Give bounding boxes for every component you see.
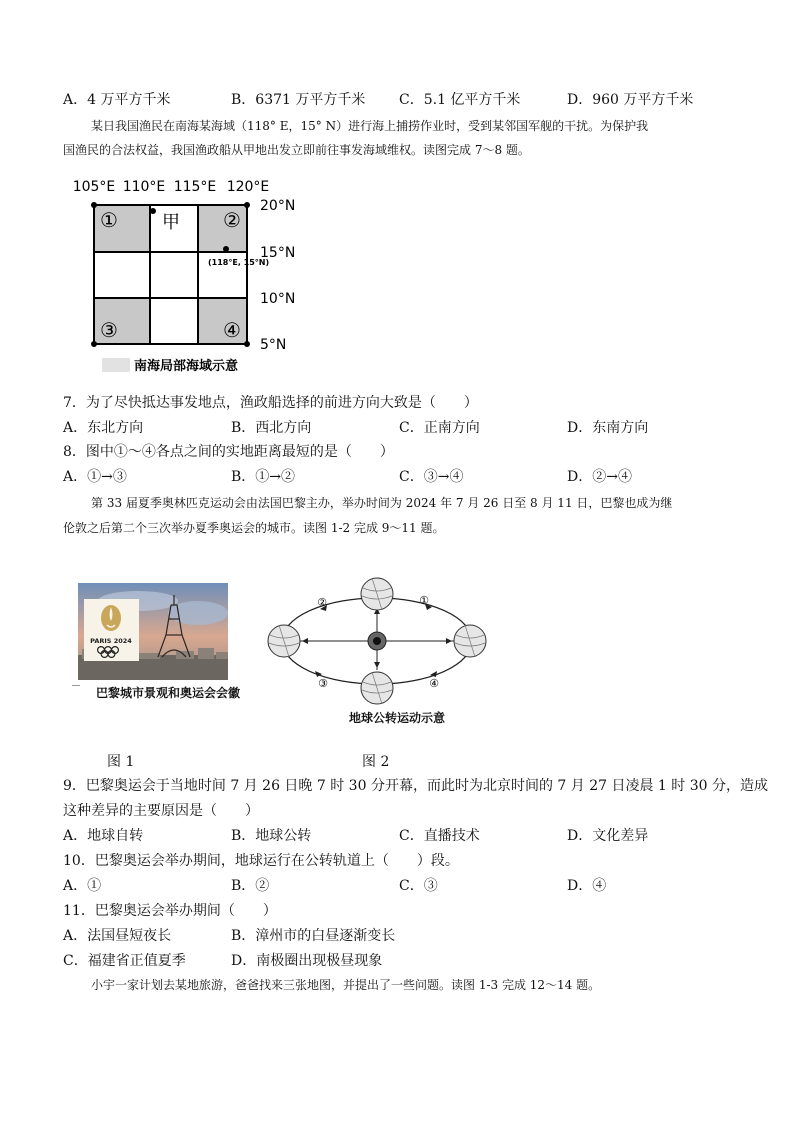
q10-option-d: D．④ (567, 878, 607, 894)
q11-option-b: B．漳州市的白昼逐渐变长 (231, 928, 396, 944)
segment-2: ② (317, 596, 327, 609)
incident-point-dot (223, 246, 229, 252)
passage1-line2: 国渔民的合法权益，我国渔政船从甲地出发立即前往事发海域维权。读图完成 7～8 题。 (63, 143, 530, 157)
map-point-2: ② (223, 208, 241, 232)
q9-option-c: C．直播技术 (399, 828, 480, 844)
q9-option-d: D．文化差异 (567, 828, 649, 844)
lat-label-10: 10°N (260, 291, 296, 307)
q8-option-a: A．①→③ (63, 469, 127, 485)
q8-option-d: D．②→④ (567, 469, 632, 485)
q9-stem-line2: 这种差异的主要原因是（ ） (63, 803, 259, 819)
map-point-1: ① (100, 208, 118, 232)
q11-option-c: C．福建省正值夏季 (63, 953, 186, 969)
q6-option-a: A．4 万平方千米 (63, 92, 171, 108)
q9-option-a: A．地球自转 (63, 828, 144, 844)
fig1-caption: 巴黎城市景观和奥运会会徽 (96, 686, 241, 700)
paris-photo (78, 583, 228, 680)
q7-option-a: A．东北方向 (63, 420, 144, 436)
map-point-4: ④ (223, 318, 241, 342)
q8-stem: 8．图中①～④各点之间的实地距离最短的是（ ） (63, 444, 394, 460)
passage3-line1: 小宇一家计划去某地旅游，爸爸找来三张地图，并提出了一些问题。读图 1-3 完成 12～14 题。 (91, 978, 601, 992)
earth-revolution-diagram (262, 574, 492, 710)
lat-label-20: 20°N (260, 198, 296, 214)
incident-point-label: (118°E, 15°N) (208, 258, 270, 267)
q10-option-c: C．③ (399, 878, 438, 894)
fig2-label: 图 2 (362, 754, 390, 770)
lat-label-5: 5°N (260, 337, 287, 353)
q7-stem: 7．为了尽快抵达事发地点，渔政船选择的前进方向大致是（ ） (63, 395, 478, 411)
q9-stem-line1: 9．巴黎奥运会于当地时间 7 月 26 日晚 7 时 30 分开幕，而此时为北京时间的 7 月 27 日凌晨 1 时 30 分，造成 (63, 778, 768, 794)
lon-label-105: 105°E (72, 179, 116, 195)
segment-4: ④ (429, 677, 439, 690)
q6-option-b: B．6371 万平方千米 (231, 92, 366, 108)
caption-blur-patch (102, 358, 130, 372)
fig1-label: 图 1 (107, 754, 135, 770)
q11-option-d: D．南极圈出现极昼现象 (231, 953, 383, 969)
q8-option-c: C．③→④ (399, 469, 464, 485)
q10-stem: 10．巴黎奥运会举办期间，地球运行在公转轨道上（ ）段。 (63, 853, 459, 869)
lon-label-115: 115°E (173, 179, 217, 195)
segment-3: ③ (318, 677, 328, 690)
lon-label-110: 110°E (122, 179, 166, 195)
jia-label: 甲 (162, 212, 180, 233)
passage2-line2: 伦敦之后第二个三次举办夏季奥运会的城市。读图 1-2 完成 9～11 题。 (63, 521, 445, 535)
jia-point-dot (150, 208, 156, 214)
q11-option-a: A．法国昼短夜长 (63, 928, 172, 944)
q7-option-b: B．西北方向 (231, 420, 312, 436)
q7-option-c: C．正南方向 (399, 420, 480, 436)
fig2-caption: 地球公转运动示意 (349, 711, 446, 725)
lat-label-15: 15°N (260, 245, 296, 261)
q9-option-b: B．地球公转 (231, 828, 312, 844)
q10-option-b: B．② (231, 878, 270, 894)
q8-option-b: B．①→② (231, 469, 296, 485)
lon-label-120: 120°E (226, 179, 270, 195)
map-point-3: ③ (100, 318, 118, 342)
map1-caption: 南海局部海域示意 (134, 359, 239, 374)
fig1-caption-mark (72, 685, 80, 686)
south-sea-grid-map (68, 172, 318, 382)
q7-option-d: D．东南方向 (567, 420, 649, 436)
q11-stem: 11．巴黎奥运会举办期间（ ） (63, 903, 277, 919)
q10-option-a: A．① (63, 878, 102, 894)
paris-2024-text: PARIS 2024 (90, 637, 132, 645)
q6-option-c: C．5.1 亿平方千米 (399, 92, 521, 108)
passage1-line1: 某日我国渔民在南海某海域（118° E，15° N）进行海上捕捞作业时，受到某邻国军舰的干扰。为保护我 (91, 119, 649, 133)
segment-1: ① (419, 594, 429, 607)
passage2-line1: 第 33 届夏季奥林匹克运动会由法国巴黎主办，举办时间为 2024 年 7 月 26 日至 8 月 11 日，巴黎也成为继 (91, 496, 673, 510)
q6-option-d: D．960 万平方千米 (567, 92, 694, 108)
